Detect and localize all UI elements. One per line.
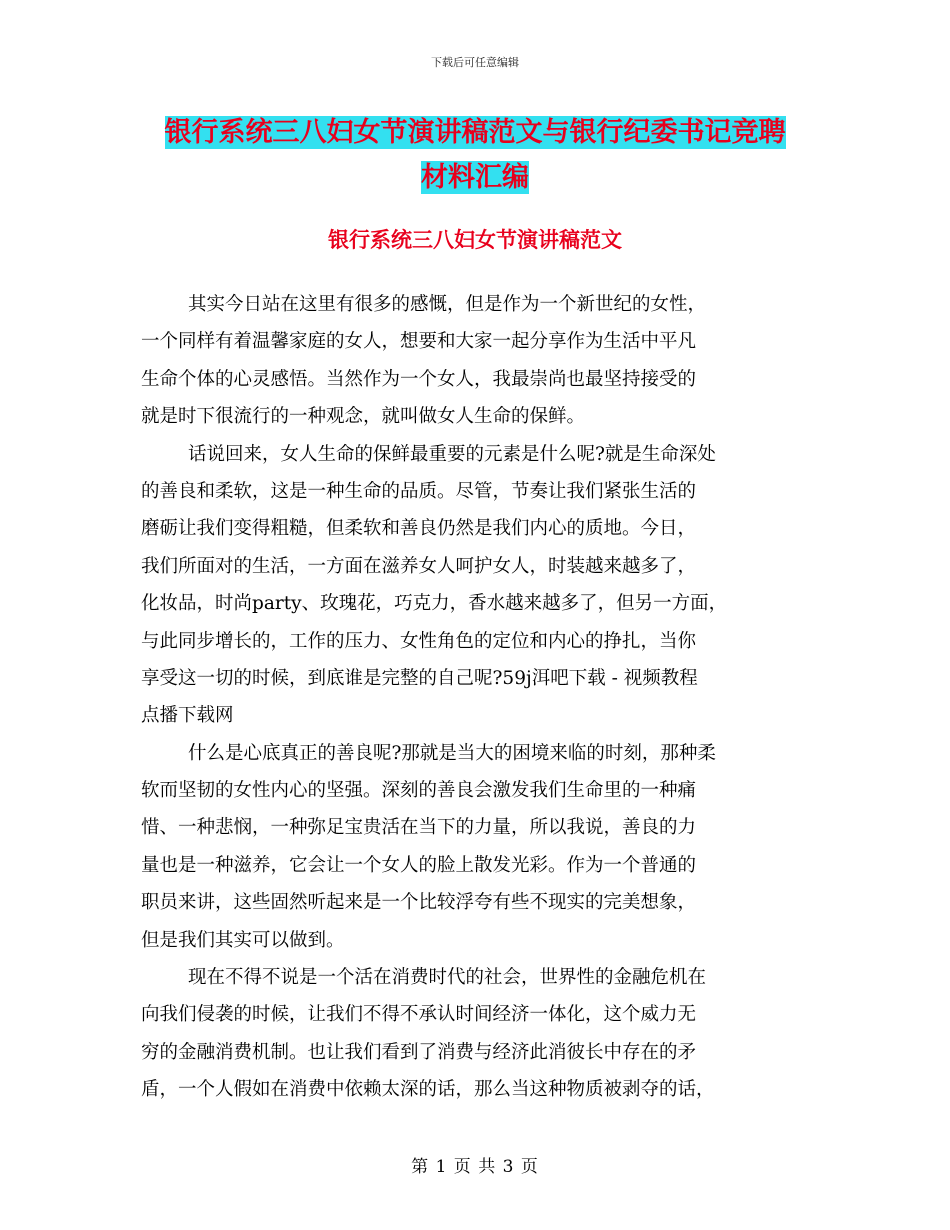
body-line: 点播下载网 — [141, 705, 234, 727]
body-line: 穷的金融消费机制。也让我们看到了消费与经济此消彼长中存在的矛 — [141, 1041, 697, 1063]
body-line: 就是时下很流行的一种观念，就叫做女人生命的保鲜。 — [141, 406, 586, 428]
body-line: 什么是心底真正的善良呢?那就是当大的困境来临的时刻，那种柔 — [188, 742, 716, 764]
body-line: 量也是一种滋养，它会让一个女人的脸上散发光彩。作为一个普通的 — [141, 854, 697, 876]
body-line: 其实今日站在这里有很多的感慨，但是作为一个新世纪的女性， — [188, 294, 707, 315]
title-line-1-text: 银行系统三八妇女节演讲稿范文与银行纪委书记竞聘 — [164, 117, 786, 148]
title-line-2-text: 材料汇编 — [421, 162, 529, 193]
title-line-2 — [0, 155, 950, 200]
body-line: 一个同样有着温馨家庭的女人，想要和大家一起分享作为生活中平凡 — [141, 331, 697, 353]
document-title — [0, 110, 950, 200]
body-line: 但是我们其实可以做到。 — [141, 929, 345, 951]
page-footer: 第 1 页 共 3 页 — [411, 1157, 539, 1177]
body-line: 磨砺让我们变得粗糙，但柔软和善良仍然是我们内心的质地。今日， — [141, 518, 697, 540]
body-line: 盾，一个人假如在消费中依赖太深的话，那么当这种物质被剥夺的话， — [141, 1079, 715, 1101]
body-line: 生命个体的心灵感悟。当然作为一个女人，我最崇尚也最坚持接受的 — [141, 368, 697, 390]
body-line: 惜、一种悲悯，一种弥足宝贵活在当下的力量，所以我说，善良的力 — [141, 817, 697, 839]
section-title: 银行系统三八妇女节演讲稿范文 — [328, 227, 622, 252]
body-line: 现在不得不说是一个活在消费时代的社会，世界性的金融危机在 — [188, 967, 707, 989]
body-line: 软而坚韧的女性内心的坚强。深刻的善良会激发我们生命里的一种痛 — [141, 780, 697, 802]
body-line: 的善良和柔软，这是一种生命的品质。尽管，节奏让我们紧张生活的 — [141, 480, 697, 502]
body-text — [141, 286, 821, 1109]
body-line: 我们所面对的生活，一方面在滋养女人呵护女人，时装越来越多了， — [141, 555, 697, 577]
body-line: 与此同步增长的，工作的压力、女性角色的定位和内心的挣扎，当你 — [141, 630, 697, 652]
body-line: 职员来讲，这些固然听起来是一个比较浮夸有些不现实的完美想象， — [141, 892, 697, 914]
title-line-1 — [0, 110, 950, 155]
header-note: 下载后可任意编辑 — [431, 56, 519, 69]
body-line: 话说回来，女人生命的保鲜最重要的元素是什么呢?就是生命深处 — [188, 443, 716, 465]
body-line: 向我们侵袭的时候，让我们不得不承认时间经济一体化，这个威力无 — [141, 1004, 697, 1026]
body-line: 化妆品，时尚party、玫瑰花，巧克力，香水越来越多了，但另一方面， — [141, 593, 728, 615]
body-line: 享受这一切的时候，到底谁是完整的自己呢?59j洱吧下载 - 视频教程 — [141, 667, 698, 689]
